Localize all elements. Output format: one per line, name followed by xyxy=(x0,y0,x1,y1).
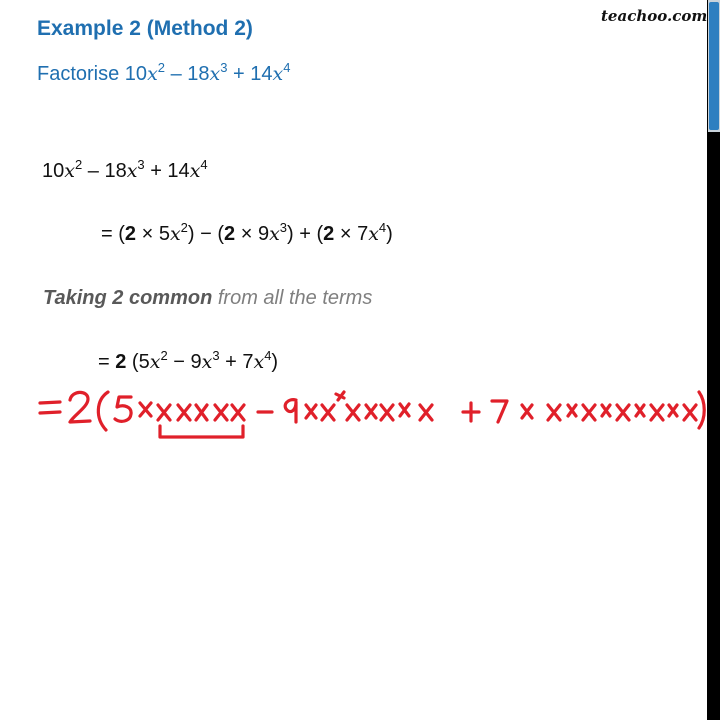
slide-subtitle: Factorise $10x^2 - 18x^3 + 14x^4$ xyxy=(37,60,291,85)
instruction-text: Taking 2 common from all the terms xyxy=(43,287,373,309)
split-terms-line: = $(2 \times 5x^2) - (2 \times 9x^3) + (2 \times 7x^4)$ xyxy=(101,220,393,245)
scrollbar-thumb[interactable] xyxy=(709,2,719,130)
factored-line: = 2 $(5x^2 - 9x^3 + 7x^4)$ xyxy=(98,348,279,373)
handwritten-expansion xyxy=(0,370,707,450)
teachoo-logo: teachoo.com xyxy=(601,7,708,25)
expression-line: $10x^2 - 18x^3 + 14x^4$ xyxy=(42,157,208,182)
slide-title: Example 2 (Method 2) xyxy=(37,17,253,40)
